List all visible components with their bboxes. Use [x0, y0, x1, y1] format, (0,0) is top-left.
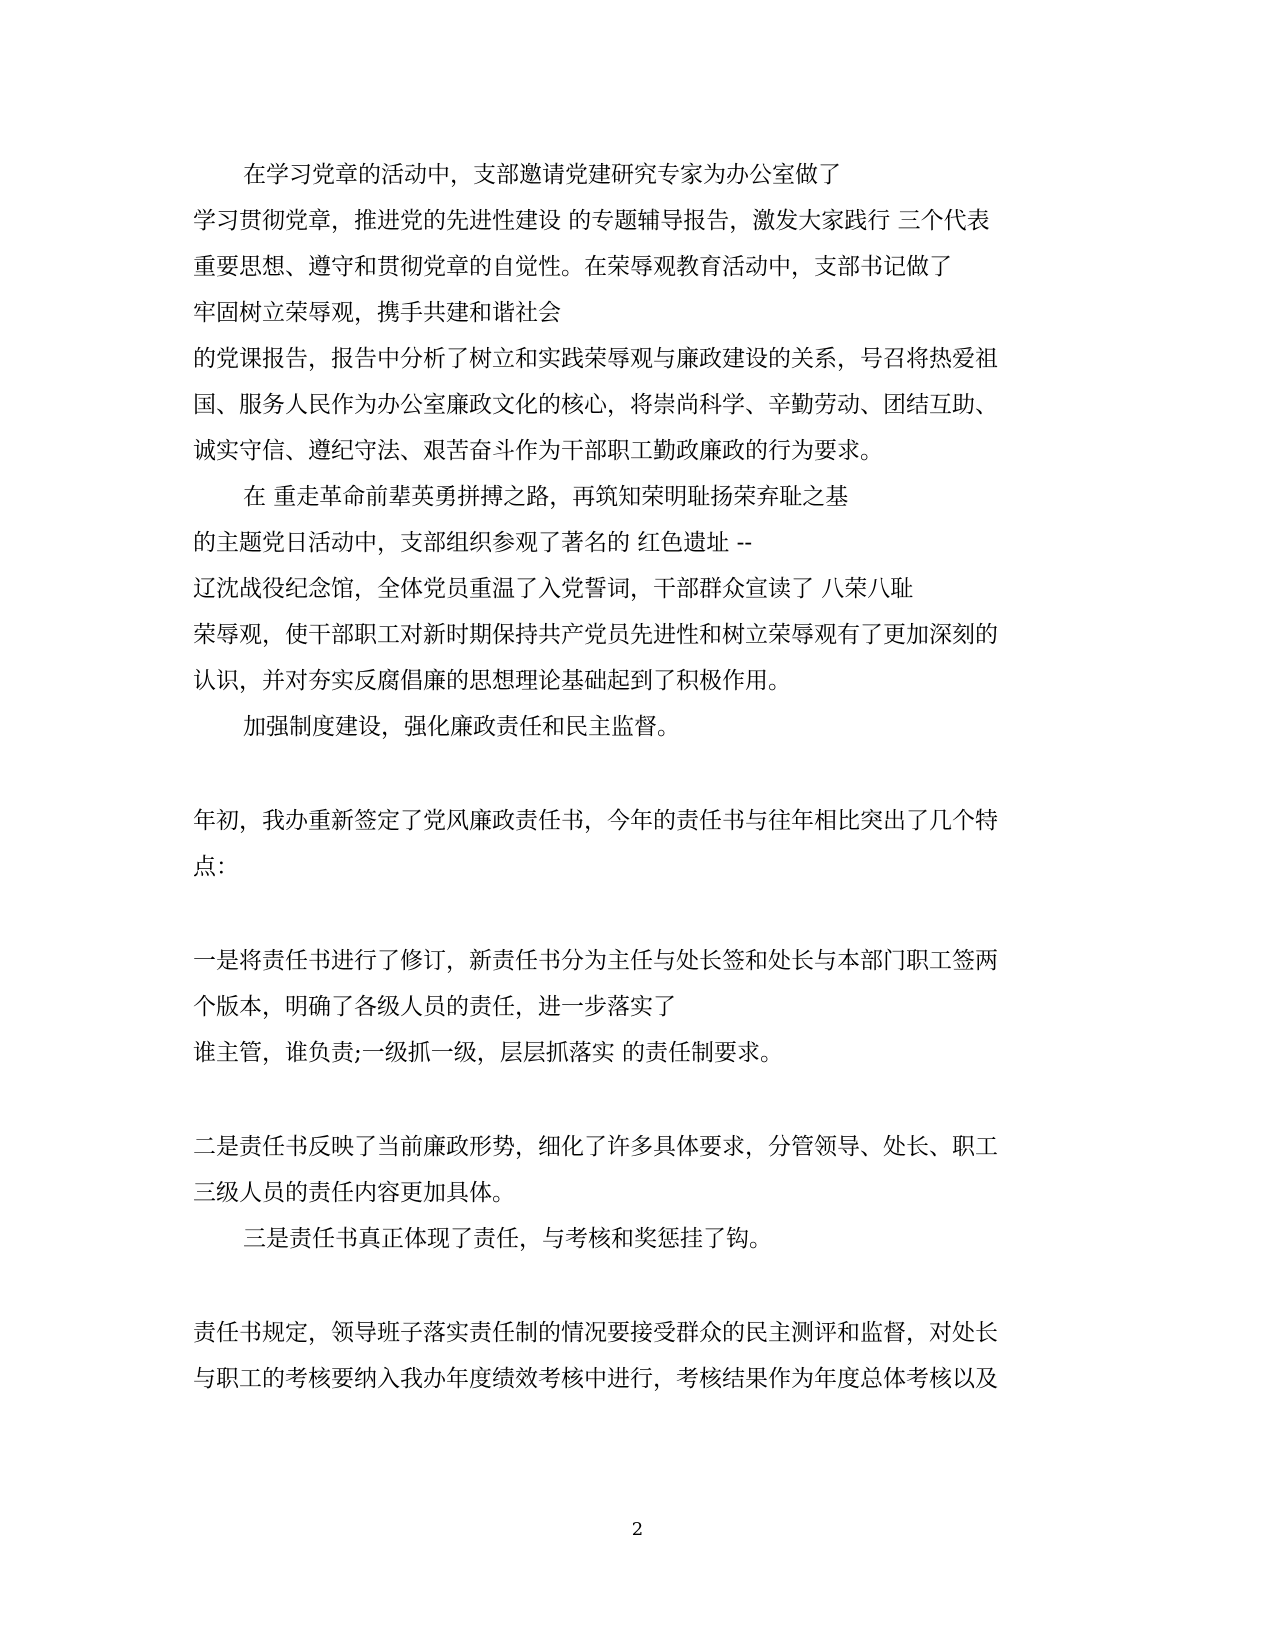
- text-line: 荣辱观，使干部职工对新时期保持共产党员先进性和树立荣辱观有了更加深刻的: [193, 622, 998, 648]
- text-line: 的主题党日活动中，支部组织参观了著名的 红色遗址 --: [193, 530, 753, 556]
- text-line: 的党课报告，报告中分析了树立和实践荣辱观与廉政建设的关系，号召将热爱祖: [193, 346, 998, 372]
- text-line: 在 重走革命前辈英勇拼搏之路，再筑知荣明耻扬荣弃耻之基: [243, 484, 849, 510]
- text-line: 学习贯彻党章，推进党的先进性建设 的专题辅导报告，激发大家践行 三个代表: [193, 208, 990, 234]
- text-line: 三是责任书真正体现了责任，与考核和奖惩挂了钩。: [243, 1226, 772, 1252]
- text-line: 一是将责任书进行了修订，新责任书分为主任与处长签和处长与本部门职工签两: [193, 948, 998, 974]
- text-line: 与职工的考核要纳入我办年度绩效考核中进行，考核结果作为年度总体考核以及: [193, 1366, 998, 1392]
- text-line: 谁主管，谁负责;一级抓一级，层层抓落实 的责任制要求。: [193, 1040, 784, 1066]
- text-line: 三级人员的责任内容更加具体。: [193, 1180, 515, 1206]
- text-line: 年初，我办重新签定了党风廉政责任书，今年的责任书与往年相比突出了几个特: [193, 808, 998, 834]
- text-line: 点：: [193, 854, 239, 880]
- text-line: 在学习党章的活动中，支部邀请党建研究专家为办公室做了: [243, 162, 841, 188]
- text-line: 牢固树立荣辱观，携手共建和谐社会: [193, 300, 561, 326]
- text-line: 二是责任书反映了当前廉政形势，细化了许多具体要求，分管领导、处长、职工: [193, 1134, 998, 1160]
- text-line: 责任书规定，领导班子落实责任制的情况要接受群众的民主测评和监督，对处长: [193, 1320, 998, 1346]
- text-line: 重要思想、遵守和贯彻党章的自觉性。在荣辱观教育活动中，支部书记做了: [193, 254, 952, 280]
- text-line: 认识，并对夯实反腐倡廉的思想理论基础起到了积极作用。: [193, 668, 791, 694]
- text-line: 国、服务人民作为办公室廉政文化的核心，将崇尚科学、辛勤劳动、团结互助、: [193, 392, 998, 418]
- page-number: 2: [631, 1519, 644, 1540]
- text-line: 诚实守信、遵纪守法、艰苦奋斗作为干部职工勤政廉政的行为要求。: [193, 438, 883, 464]
- text-line: 加强制度建设，强化廉政责任和民主监督。: [243, 714, 680, 740]
- text-line: 辽沈战役纪念馆，全体党员重温了入党誓词，干部群众宣读了 八荣八耻: [193, 576, 914, 602]
- text-line: 个版本，明确了各级人员的责任，进一步落实了: [193, 994, 676, 1020]
